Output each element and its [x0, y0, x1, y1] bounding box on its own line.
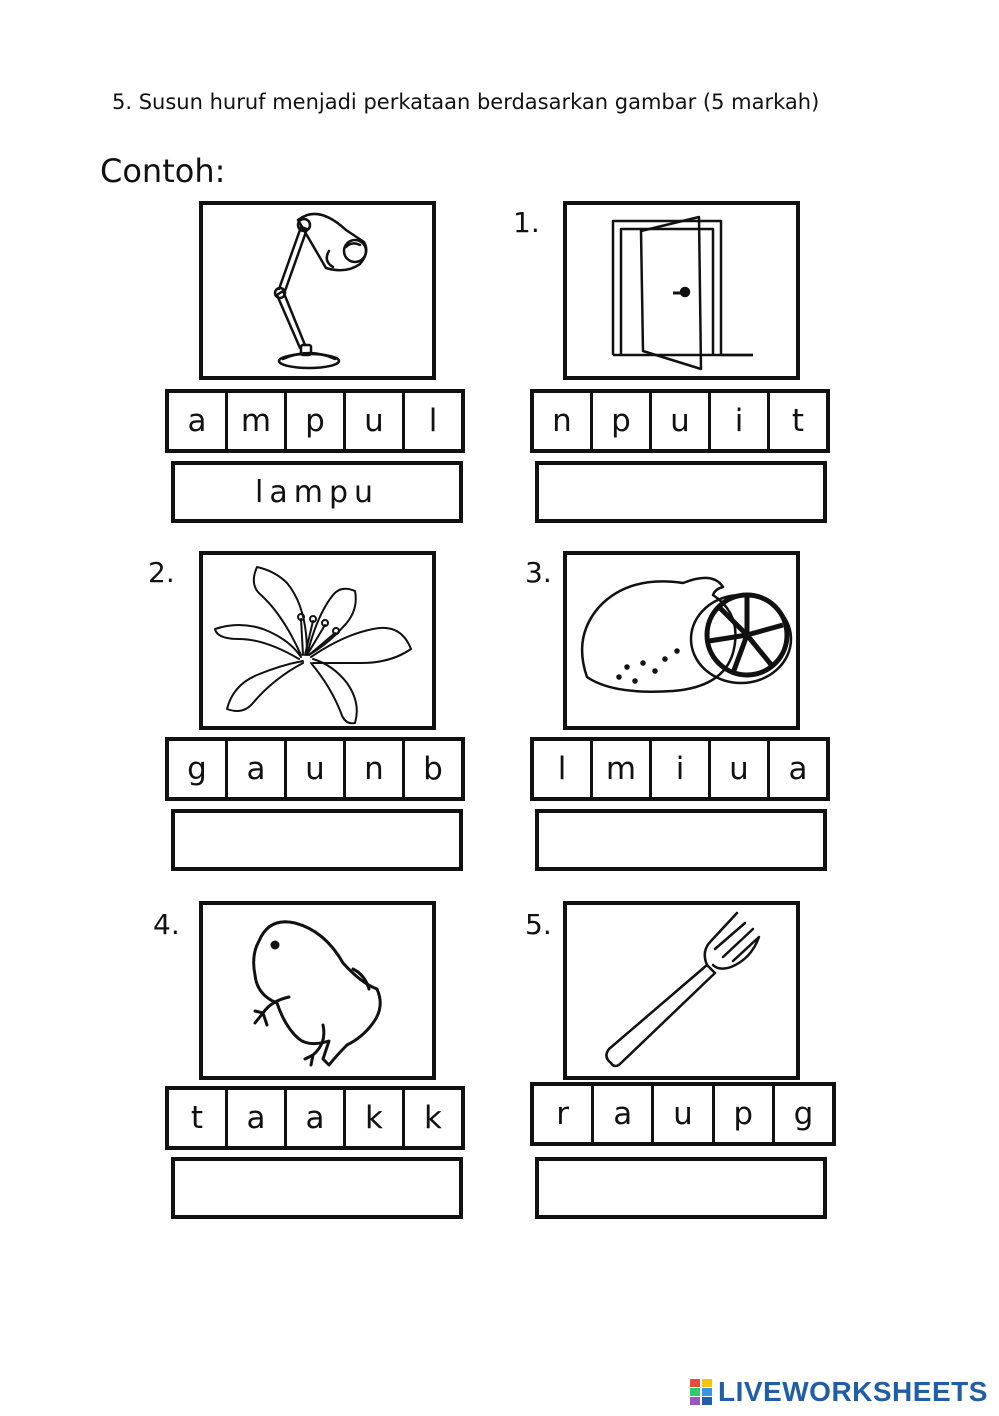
liveworksheets-logo-icon [690, 1379, 712, 1405]
flower-picture [199, 551, 436, 730]
letter-tile: a [225, 1090, 284, 1146]
door-icon [567, 205, 796, 376]
letter-tiles [530, 737, 830, 801]
letter-tile: i [649, 741, 708, 797]
example-label: Contoh: [100, 152, 226, 190]
letter-tile: a [591, 1086, 651, 1142]
letter-tile: u [343, 393, 402, 449]
frog-picture [199, 901, 436, 1080]
letter-tile: p [712, 1086, 772, 1142]
letter-tile: l [557, 751, 567, 787]
lemon-picture [563, 551, 800, 730]
item-number: 1. [513, 206, 540, 239]
fork-picture [563, 901, 800, 1080]
liveworksheets-brand [690, 1376, 988, 1408]
letter-tile: i [708, 393, 767, 449]
door-picture [563, 201, 800, 380]
instruction: 5. Susun huruf menjadi perkataan berdasarkan gambar (5 markah) [112, 90, 820, 114]
letter-tile: a [225, 741, 284, 797]
letter-tile: g [772, 1086, 832, 1142]
letter-tile: b [402, 741, 461, 797]
letter-tile: k [402, 1090, 461, 1146]
item-number: 5. [525, 908, 552, 941]
item-number: 3. [525, 556, 552, 589]
frog-icon [203, 905, 432, 1076]
answer-input-2[interactable] [171, 809, 463, 871]
answer-input-4[interactable] [171, 1157, 463, 1219]
letter-tiles [165, 737, 465, 801]
letter-tile: l [402, 393, 461, 449]
brand-text: LIVEWORKSHEETS [718, 1376, 988, 1407]
answer-input-3[interactable] [535, 809, 827, 871]
letter-tiles [530, 389, 830, 453]
letter-tile: u [649, 393, 708, 449]
letter-tile: a [187, 403, 207, 439]
item-number: 2. [148, 556, 175, 589]
answer-input-5[interactable] [535, 1157, 827, 1219]
answer-input-1[interactable] [535, 461, 827, 523]
letter-tile: g [187, 751, 207, 787]
lamp-picture [199, 201, 436, 380]
letter-tile: a [767, 741, 826, 797]
letter-tile: a [284, 1090, 343, 1146]
fork-icon [567, 905, 796, 1076]
letter-tiles [165, 1086, 465, 1150]
item-number: 4. [153, 908, 180, 941]
letter-tile: u [708, 741, 767, 797]
letter-tile: m [225, 393, 284, 449]
letter-tile: p [284, 393, 343, 449]
letter-tile: n [343, 741, 402, 797]
letter-tiles [530, 1082, 836, 1146]
letter-tile: m [590, 741, 649, 797]
letter-tile: n [552, 403, 572, 439]
letter-tile: k [343, 1090, 402, 1146]
lamp-icon [203, 205, 432, 376]
lemon-icon [567, 555, 796, 726]
letter-tile: p [590, 393, 649, 449]
letter-tile: u [284, 741, 343, 797]
example-answer: lampu [171, 461, 463, 523]
letter-tile: u [651, 1086, 711, 1142]
letter-tiles [165, 389, 465, 453]
letter-tile: t [767, 393, 826, 449]
letter-tile: t [190, 1100, 204, 1136]
lily-flower-icon [203, 555, 432, 726]
letter-tile: r [556, 1096, 569, 1132]
